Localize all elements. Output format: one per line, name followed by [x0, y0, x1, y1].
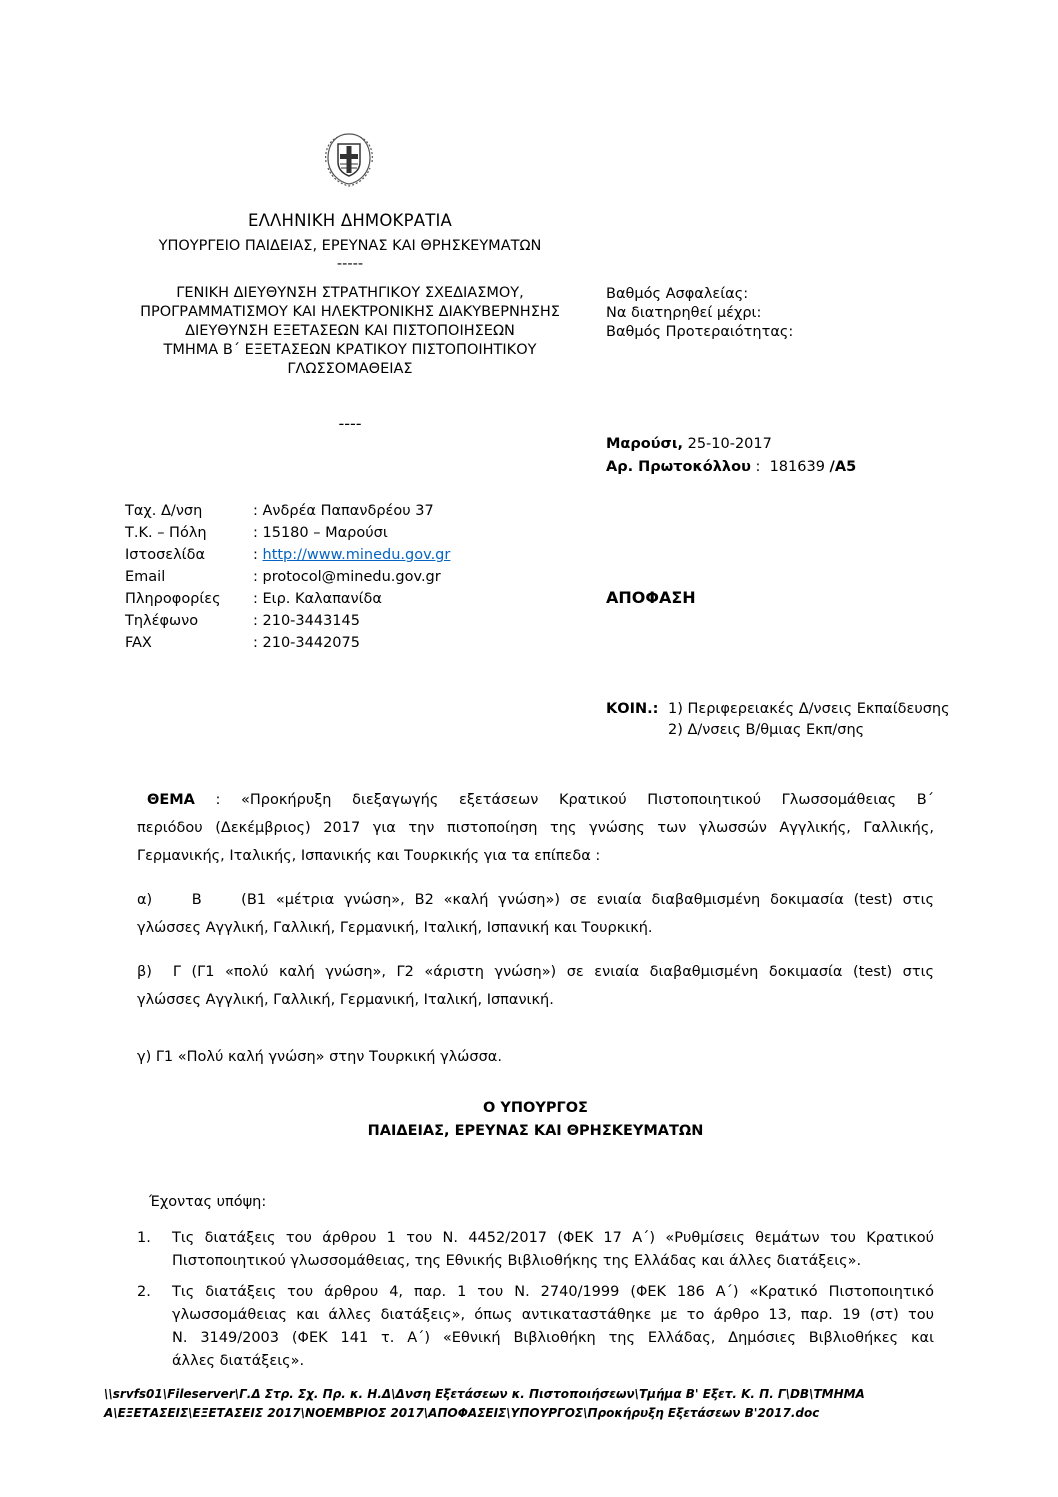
subject-text: : «Προκήρυξη διεξαγωγής εξετάσεων Κρατικού Πιστοποιητικού Γλωσσομάθειας Β΄ [194, 792, 934, 808]
having-regard-heading: Έχοντας υπόψη: [149, 1194, 267, 1210]
protocol-suffix: /Α5 [829, 459, 857, 475]
list-item-line: γλωσσομάθειας και άλλες διατάξεις», όπως αντικαταστάθηκε με το άρθρο 13, παρ. 19 (στ) του [172, 1307, 934, 1323]
list-item-text [172, 1227, 934, 1273]
contact-details [125, 500, 450, 654]
contact-value: : protocol@minedu.gov.gr [253, 569, 441, 585]
priority-level: Βαθμός Προτεραιότητας: [606, 324, 794, 340]
header-separator: ----- [336, 256, 364, 272]
contact-label: FAX [125, 635, 152, 651]
contact-label: Τηλέφωνο [125, 613, 199, 629]
contact-value: : 210-3443145 [253, 613, 360, 629]
contact-row [125, 610, 450, 632]
contact-prefix: : [253, 547, 263, 563]
security-block [606, 285, 793, 342]
protocol-colon: : [750, 459, 770, 475]
item-b-line: β) Γ (Γ1 «πολύ καλή γνώση», Γ2 «άριστη γνώση») σε ενιαία διαβαθμισμένη δοκιμασία (test) στις [137, 964, 934, 980]
list-item-line: Πιστοποιητικού γλωσσομάθειας, της Εθνικής Βιβλιοθήκης της Ελλάδας και άλλες διατάξεις». [172, 1253, 862, 1269]
koin-block [606, 699, 950, 741]
department-line: ΠΡΟΓΡΑΜΜΑΤΙΣΜΟΥ ΚΑΙ ΗΛΕΚΤΡΟΝΙΚΗΣ ΔΙΑΚΥΒΕΡΝΗΣΗΣ [140, 304, 560, 320]
item-a-line: α) Β (Β1 «μέτρια γνώση», Β2 «καλή γνώση») σε ενιαία διαβαθμισμένη δοκιμασία (test) στις [137, 892, 934, 908]
list-item-line: άλλες διατάξεις». [172, 1353, 305, 1369]
subject-line [137, 786, 934, 814]
security-level: Βαθμός Ασφαλείας: [606, 286, 749, 302]
koin-item: 2) Δ/νσεις Β/θμιας Εκπ/σης [668, 722, 865, 738]
contact-row [125, 588, 450, 610]
protocol-label: Αρ. Πρωτοκόλλου [606, 459, 751, 475]
protocol-line [606, 456, 856, 479]
department-line: ΓΕΝΙΚΗ ΔΙΕΥΘΥΝΣΗ ΣΤΡΑΤΗΓΙΚΟΥ ΣΧΕΔΙΑΣΜΟΥ, [176, 285, 524, 301]
list-item-text [172, 1281, 934, 1373]
item-b-line: γλώσσες Αγγλική, Γαλλική, Γερμανική, Ιταλική, Ισπανική. [137, 992, 554, 1008]
list-item-number: 2. [137, 1284, 151, 1300]
contact-label: Τ.Κ. – Πόλη [125, 525, 207, 541]
item-a-paragraph [137, 886, 934, 942]
file-path-line: \\srvfs01\Fileserver\Γ.Δ Στρ. Σχ. Πρ. κ. Η.Δ\Δνση Εξετάσεων κ. Πιστοποιήσεων\Τμήμα Β' Εξετ. Κ. Π. Γ\DB\ΤΜΗΜΑ [104, 1387, 865, 1401]
department-line: ΤΜΗΜΑ Β΄ ΕΞΕΤΑΣΕΩΝ ΚΡΑΤΙΚΟΥ ΠΙΣΤΟΠΟΙΗΤΙΚΟΥ [163, 342, 537, 358]
place-label: Μαρούσι, [606, 436, 683, 452]
list-item-line: Ν. 3149/2003 (ΦΕΚ 141 τ. Α΄) «Εθνική Βιβλιοθήκη της Ελλάδας, Δημόσιες Βιβλιοθήκες και [172, 1330, 934, 1346]
list-item-number: 1. [137, 1230, 151, 1246]
department-separator: ---- [338, 414, 362, 433]
contact-value: : Ειρ. Καλαπανίδα [253, 591, 382, 607]
date-protocol-block [606, 433, 856, 479]
file-path-line: Α\ΕΞΕΤΑΣΕΙΣ\ΕΞΕΤΑΣΕΙΣ 2017\ΝΟΕΜΒΡΙΟΣ 2017\ΑΠΟΦΑΣΕΙΣ\ΥΠΟΥΡΓΟΣ\Προκήρυξη Εξετάσεων Β'2017.doc [104, 1406, 820, 1420]
contact-label: Ταχ. Δ/νση [125, 503, 203, 519]
protocol-number: 181639 [769, 459, 830, 475]
greek-coat-of-arms-emblem [318, 128, 380, 190]
item-a-line: γλώσσες Αγγλική, Γαλλική, Γερμανική, Ιταλική, Ισπανική και Τουρκική. [137, 920, 653, 936]
contact-value: : Ανδρέα Παπανδρέου 37 [253, 503, 434, 519]
contact-label: Email [125, 569, 166, 585]
ministry-name: ΥΠΟΥΡΓΕΙΟ ΠΑΙΔΕΙΑΣ, ΕΡΕΥΝΑΣ ΚΑΙ ΘΡΗΣΚΕΥΜΑΤΩΝ [158, 238, 542, 254]
item-b-paragraph [137, 958, 934, 1014]
date-line [606, 433, 856, 456]
contact-label: Πληροφορίες [125, 591, 221, 607]
subject-paragraph [137, 786, 934, 870]
republic-title: ΕΛΛΗΝΙΚΗ ΔΗΜΟΚΡΑΤΙΑ [247, 211, 453, 230]
contact-row [125, 500, 450, 522]
minister-ministry: ΠΑΙΔΕΙΑΣ, ΕΡΕΥΝΑΣ ΚΑΙ ΘΡΗΣΚΕΥΜΑΤΩΝ [367, 1123, 704, 1139]
website-link[interactable]: http://www.minedu.gov.gr [262, 547, 451, 563]
list-item-line: Τις διατάξεις του άρθρου 4, παρ. 1 του Ν. 2740/1999 (ΦΕΚ 186 Α΄) «Κρατικό Πιστοποιητικό [172, 1284, 934, 1300]
contact-label: Ιστοσελίδα [125, 547, 206, 563]
contact-value: : 15180 – Μαρούσι [253, 525, 388, 541]
koin-line [606, 699, 950, 720]
department-block [100, 284, 600, 379]
list-item [137, 1281, 934, 1373]
keep-until: Να διατηρηθεί μέχρι: [606, 305, 762, 321]
list-item [137, 1227, 934, 1273]
file-path-footer [104, 1385, 934, 1423]
subject-line: Γερμανικής, Ιταλικής, Ισπανικής και Τουρκικής για τα επίπεδα : [137, 848, 601, 864]
contact-row [125, 544, 450, 566]
contact-row [125, 566, 450, 588]
item-c-paragraph [137, 1043, 934, 1071]
item-c-line: γ) Γ1 «Πολύ καλή γνώση» στην Τουρκική γλώσσα. [137, 1049, 502, 1065]
subject-label: ΘΕΜΑ [147, 792, 195, 808]
minister-title: Ο ΥΠΟΥΡΓΟΣ [483, 1100, 588, 1116]
koin-item: 1) Περιφερειακές Δ/νσεις Εκπαίδευσης [668, 701, 950, 717]
decision-title: ΑΠΟΦΑΣΗ [606, 588, 696, 607]
department-line: ΔΙΕΥΘΥΝΣΗ ΕΞΕΤΑΣΕΩΝ ΚΑΙ ΠΙΣΤΟΠΟΙΗΣΕΩΝ [185, 323, 515, 339]
contact-row [125, 632, 450, 654]
minister-heading [137, 1097, 934, 1143]
contact-value: : 210-3442075 [253, 635, 360, 651]
considerations-list [137, 1227, 934, 1381]
subject-line: περιόδου (Δεκέμβριος) 2017 για την πιστοποίηση της γνώσης των γλωσσών Αγγλικής, Γαλλικής, [137, 820, 934, 836]
document-date: 25-10-2017 [682, 436, 772, 452]
department-line: ΓΛΩΣΣΟΜΑΘΕΙΑΣ [287, 361, 413, 377]
contact-row [125, 522, 450, 544]
koin-label: ΚΟΙΝ.: [606, 701, 659, 717]
list-item-line: Τις διατάξεις του άρθρου 1 του Ν. 4452/2017 (ΦΕΚ 17 Α΄) «Ρυθμίσεις θεμάτων του Κρατικού [172, 1230, 934, 1246]
